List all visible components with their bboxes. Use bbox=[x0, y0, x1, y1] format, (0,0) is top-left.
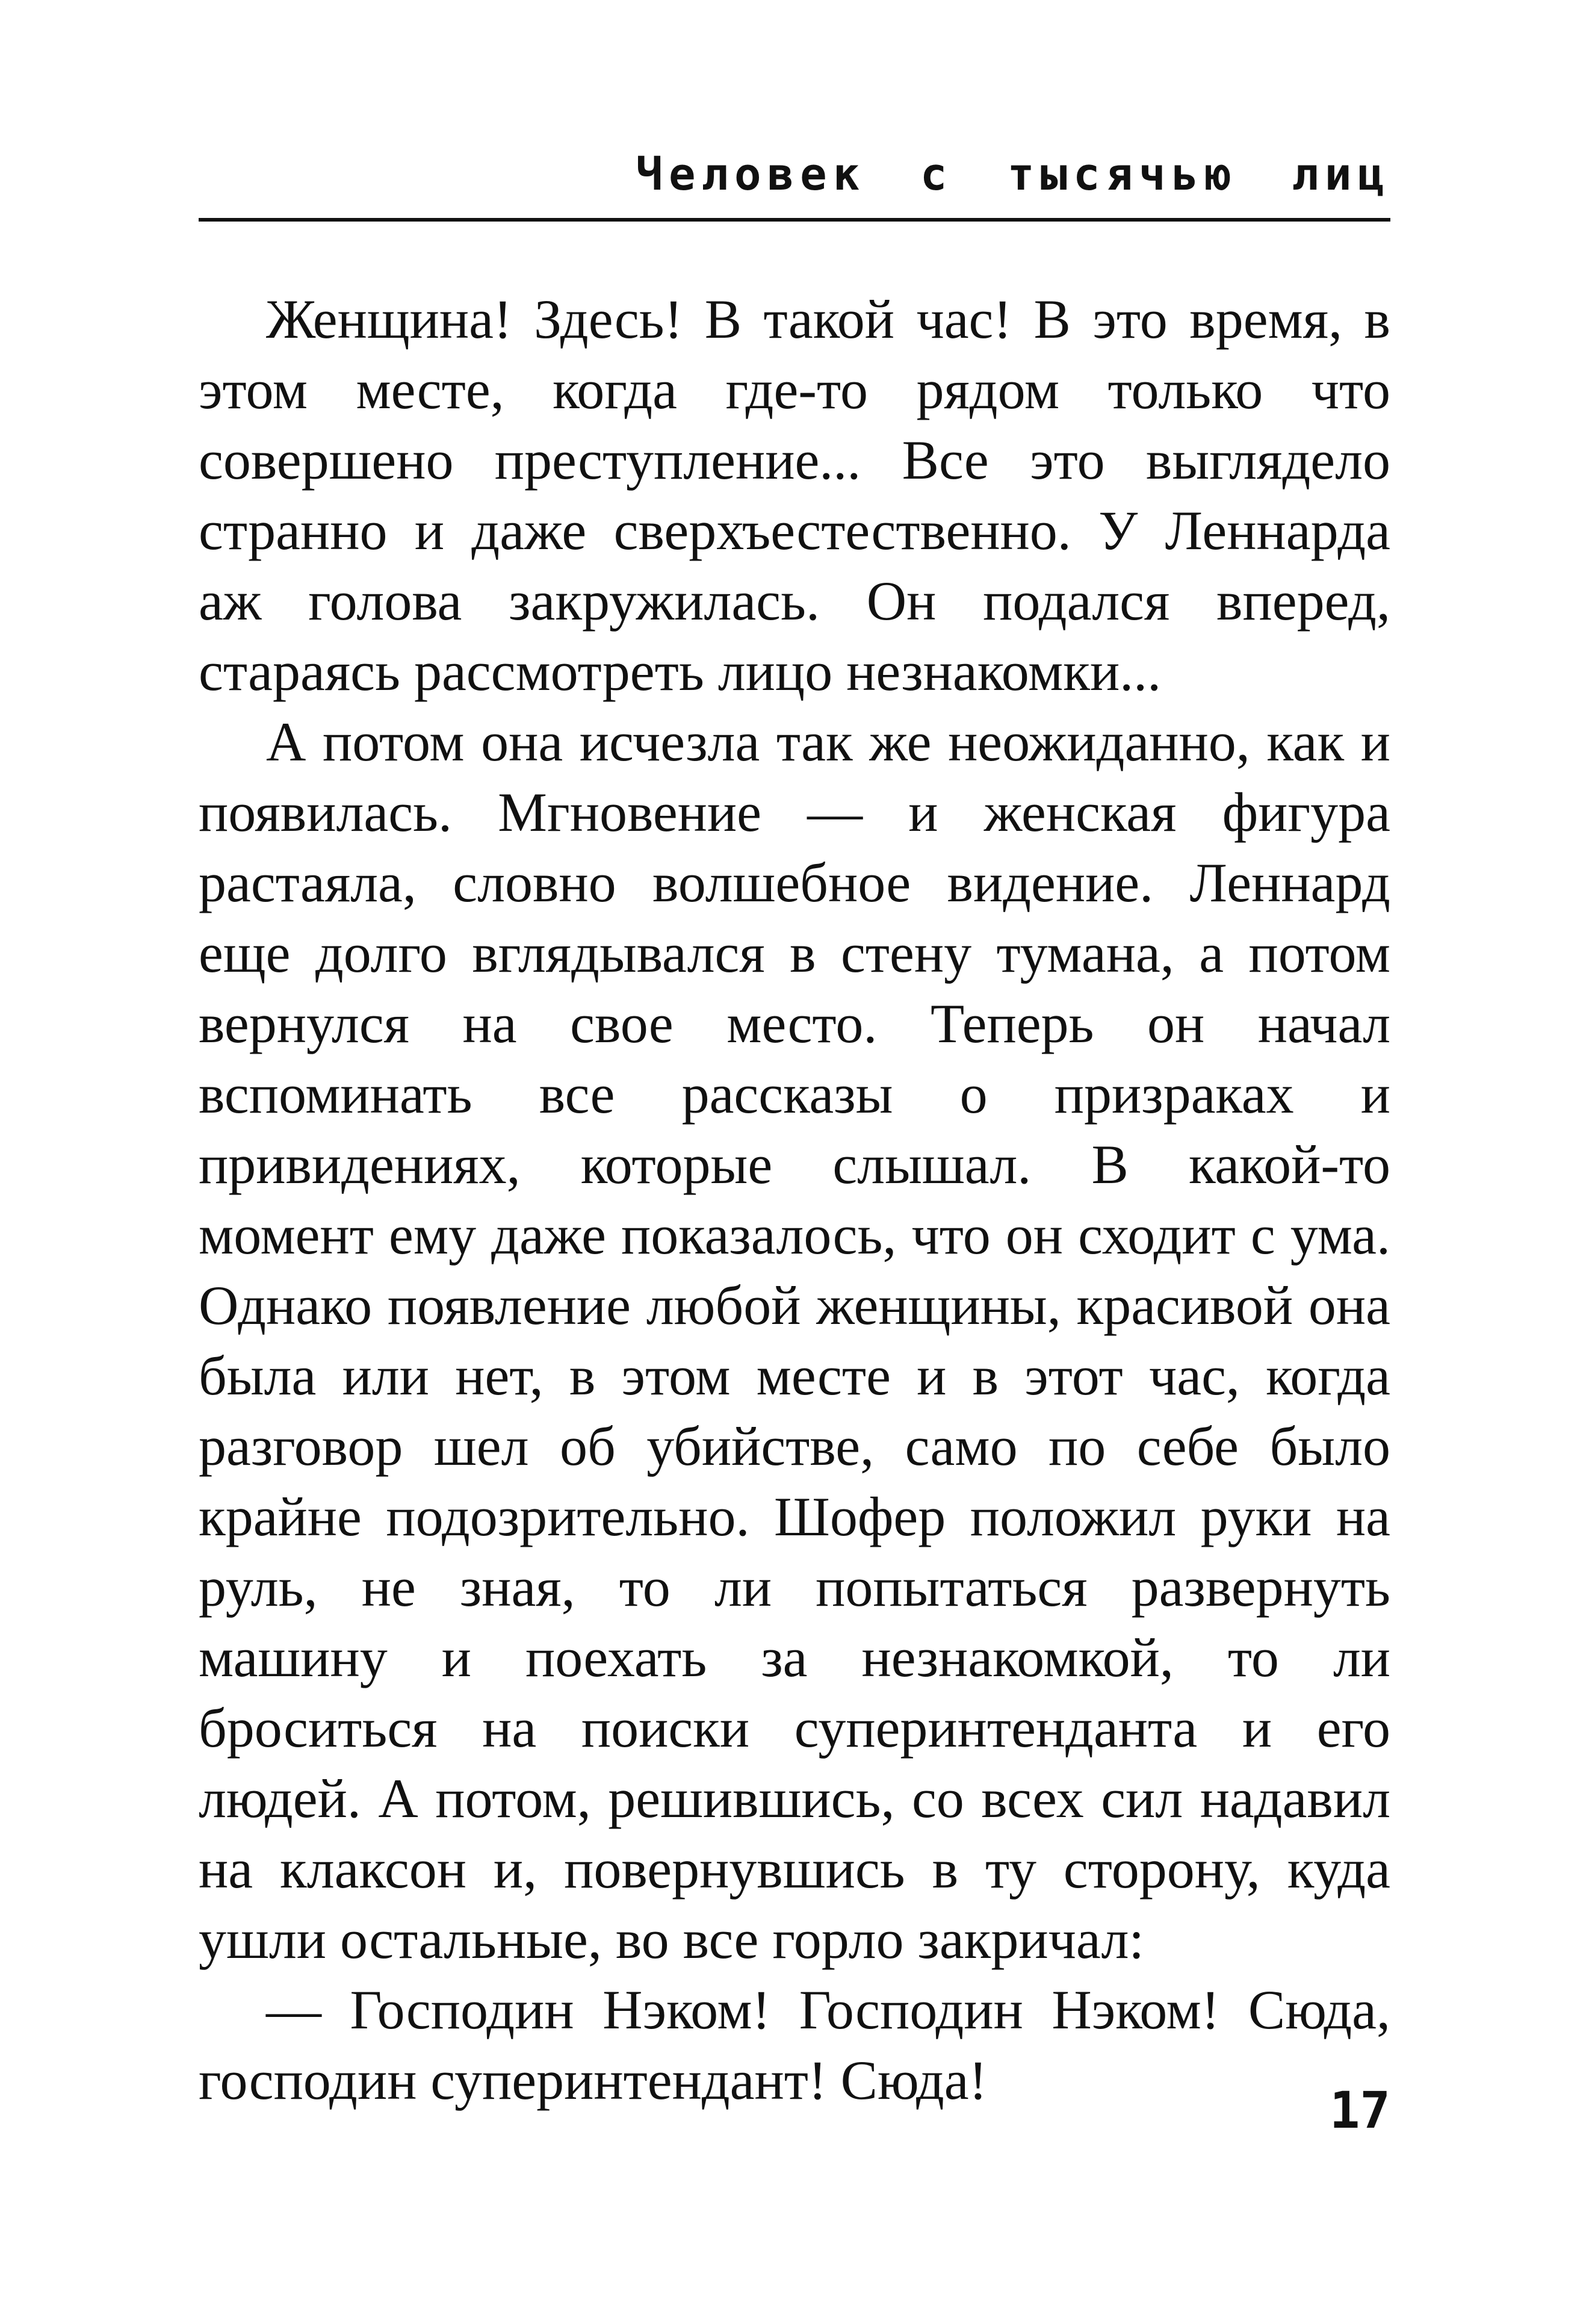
paragraph-3: — Господин Нэком! Господин Нэком! Сюда, господин суперинтендант! Сюда! bbox=[199, 1979, 1390, 2111]
header-rule-divider bbox=[199, 218, 1390, 222]
running-title: Человек с тысячью лиц bbox=[636, 149, 1390, 200]
paragraph-2: А потом она исчезла так же неожиданно, как и появилась. Мгновение — и женская фигура растаяла, словно волшебное видение. Леннард еще долго вглядывался в стену тумана, а потом вернулся на свое место. Теперь он начал вспоминать все рассказы о призраках и привидениях, которые слышал. В какой-то момент ему даже показалось, что он сходит с ума. Однако появление любой женщины, красивой она была или нет, в этом месте и в этот час, когда разговор шел об убийстве, само по себе было крайне подозрительно. Шофер положил руки на руль, не зная, то ли попытаться развернуть машину и поехать за незнакомкой, то ли броситься на поиски суперинтенданта и его людей. А потом, решившись, со всех сил надавил на клаксон и, повернувшись в ту сторону, куда ушли остальные, во все горло закричал: bbox=[199, 711, 1390, 1970]
page-number: 17 bbox=[1329, 2081, 1390, 2140]
body-text bbox=[199, 284, 1390, 2116]
paragraph-1: Женщина! Здесь! В такой час! В это время, в этом месте, когда где-то рядом только что совершено преступление... Все это выглядело странно и даже сверхъестественно. У Леннарда аж голова закружилась. Он подался вперед, стараясь рассмотреть лицо незнакомки... bbox=[199, 288, 1390, 702]
